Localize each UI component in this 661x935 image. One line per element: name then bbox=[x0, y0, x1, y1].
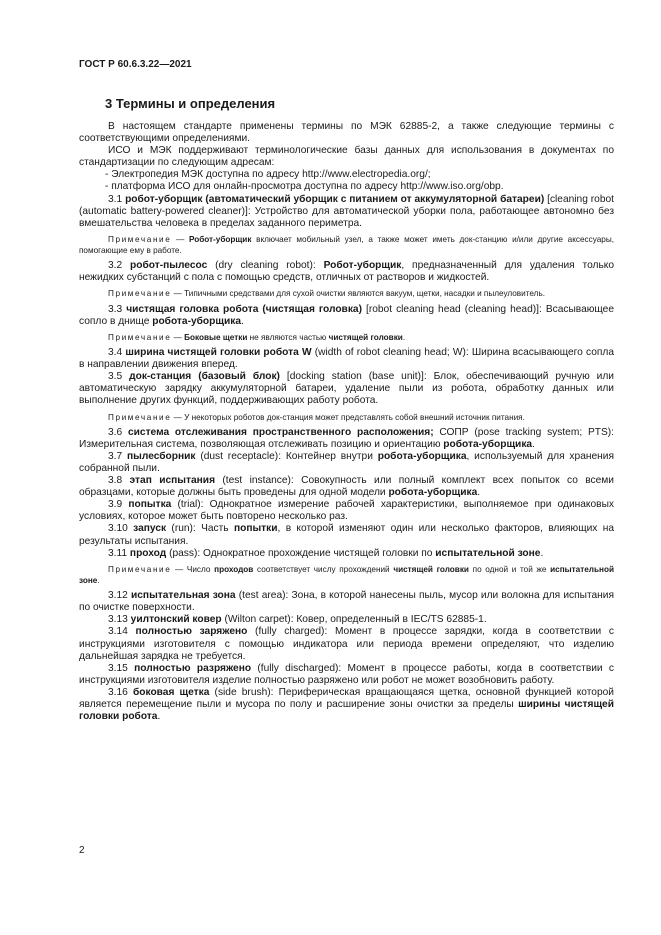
term-name: проход bbox=[129, 547, 167, 559]
term-name: этап испытания bbox=[129, 475, 216, 487]
intro-paragraph: В настоящем стандарте применены термины по МЭК 62885-2, а также следующие термины с соответствующими определениями. bbox=[79, 121, 614, 145]
note-label: Примечание bbox=[108, 289, 172, 299]
term-number: 3.5 bbox=[108, 371, 123, 383]
term-number: 3.14 bbox=[108, 626, 128, 638]
term-entry: 3.7 пылесборник (dust receptacle): Контейнер внутри робота-уборщика, используемый для хранения собранной пыли. bbox=[79, 450, 614, 474]
intro-paragraph: ИСО и МЭК поддерживают терминологические базы данных для использования в документах по стандартизации по следующим адресам: bbox=[79, 145, 614, 169]
term-entry bbox=[79, 194, 614, 230]
term-number: 3.9 bbox=[108, 499, 123, 511]
term-entry: 3.10 запуск (run): Часть попытки, в которой изменяют один или несколько факторов, влияющих на результаты испытания. bbox=[79, 523, 614, 547]
list-item: - платформа ИСО для онлайн-просмотра доступна по адресу http://www.iso.org/obp. bbox=[105, 181, 504, 193]
term-entry: 3.15 полностью разряжено (fully discharged): Момент в процессе работы, когда в соответствии с инструкциями изготовителя изделие полностью разряжено или робот не может возобновить работу. bbox=[79, 662, 614, 686]
term-name: ширина чистящей головки робота W bbox=[125, 347, 312, 359]
note: Примечание — У некоторых роботов док-станция может представлять собой внешний источник питания. bbox=[108, 412, 525, 422]
term-entry: 3.4 ширина чистящей головки робота W (width of robot cleaning head; W): Ширина всасывающего сопла в направлении движения вперед. bbox=[79, 347, 615, 371]
term-name: система отслеживания пространственного расположения; bbox=[127, 426, 434, 438]
term-number: 3.15 bbox=[108, 662, 128, 674]
term-number: 3.2 bbox=[108, 260, 123, 272]
term-entry: 3.14 полностью заряжено (fully charged): Момент в процессе зарядки, когда в соответствии с инструкциями изготовителя с помощью индикатора или периода времени определяют, что изделию дальнейшая зарядка не требуется. bbox=[79, 626, 614, 662]
term-number: 3.7 bbox=[108, 450, 123, 462]
term-entry: 3.3 чистящая головка робота (чистящая головка) [robot cleaning head (cleaning head)]: Всасывающее сопло в днище робота-уборщика. bbox=[79, 303, 614, 327]
term-name: испытательная зона bbox=[131, 590, 236, 602]
note-label: Примечание bbox=[108, 234, 172, 244]
term-entry: 3.11 проход (pass): Однократное прохождение чистящей головки по испытательной зоне. bbox=[108, 547, 544, 559]
term-entry: 3.12 испытательная зона (test area): Зона, в которой нанесены пыль, мусор или волокна для испытания по очистке поверхности. bbox=[79, 590, 614, 614]
term-number: 3.3 bbox=[108, 303, 123, 315]
page-number: 2 bbox=[79, 845, 85, 856]
term-number: 3.8 bbox=[108, 475, 123, 487]
term-name: чистящая головка робота (чистящая головка) bbox=[126, 303, 362, 315]
term-name: робот-пылесос bbox=[130, 260, 208, 272]
term-entry: 3.5 док-станция (базовый блок) [docking station (base unit)]: Блок, обеспечивающий ручную или автоматическую зарядку аккумуляторной батареи, удаление пыли из робота, обработку данных или выполнение других функций, поддерживающих работу робота. bbox=[79, 371, 614, 407]
term-name: полностью разряжено bbox=[134, 662, 252, 674]
term-entry: 3.8 этап испытания (test instance): Совокупность или полный комплект всех попыток со всеми образцами, которые должны быть проведены для одной модели робота-уборщика. bbox=[79, 475, 614, 499]
term-number: 3.16 bbox=[108, 686, 128, 698]
term-entry: 3.2 робот-пылесос (dry cleaning robot): Робот-уборщик, предназначенный для удаления только нежидких субстанций с пола с помощью средств, отличных от растворов и жидкостей. bbox=[79, 260, 615, 284]
term-number: 3.12 bbox=[108, 590, 128, 602]
section-title: 3 Термины и определения bbox=[105, 96, 276, 111]
term-name: док-станция (базовый блок) bbox=[129, 371, 280, 383]
note-label: Примечание bbox=[108, 564, 172, 574]
term-entry: 3.16 боковая щетка (side brush): Периферическая вращающаяся щетка, основной функцией которой является перемещение пыли и мусора по полу и расширение зоны очистки за пределы ширины чистящей головки робота. bbox=[79, 686, 614, 723]
note-label: Примечание bbox=[108, 332, 172, 342]
term-number: 3.1 bbox=[108, 193, 123, 205]
note: Примечание — Типичными средствами для сухой очистки являются вакуум, щетки, насадки и пылеуловитель. bbox=[108, 289, 545, 299]
term-definition: [cleaning robot (automatic battery-powered cleaner)]: Устройство для автоматической уборки пола, работающее автономно без вмешательства человека в пределах заданного периметра. bbox=[79, 193, 614, 229]
term-number: 3.13 bbox=[108, 614, 128, 626]
term-name: боковая щетка bbox=[132, 686, 210, 698]
term-entry: 3.6 система отслеживания пространственного расположения; СОПР (pose tracking system; PTS): Измерительная система, позволяющая отслеживать позицию и ориентацию робота-уборщика. bbox=[79, 426, 614, 450]
term-number: 3.4 bbox=[108, 347, 123, 359]
term-name: пылесборник bbox=[127, 450, 196, 462]
note: Примечание — Боковые щетки не являются частью чистящей головки. bbox=[108, 332, 406, 342]
term-name: попытка bbox=[128, 499, 172, 511]
document-body bbox=[79, 96, 614, 723]
term-name: запуск bbox=[133, 523, 167, 535]
term-name: робот-уборщик (автоматический уборщик с питанием от аккумуляторной батареи) bbox=[125, 193, 545, 205]
note-label: Примечание bbox=[108, 412, 172, 422]
term-name: полностью заряжено bbox=[135, 626, 248, 638]
term-number: 3.11 bbox=[108, 547, 128, 559]
note: Примечание — Число проходов соответствует числу прохождений чистящей головки по одной и той же испытательной зоне. bbox=[79, 564, 615, 585]
term-number: 3.6 bbox=[108, 426, 123, 438]
term-entry: 3.13 уилтонский ковер (Wilton carpet): Ковер, определенный в IEC/TS 62885-1. bbox=[108, 614, 487, 626]
term-entry: 3.9 попытка (trial): Однократное измерение рабочей характеристики, выполняемое при одинаковых условиях, которое может быть повторено несколько раз. bbox=[79, 499, 614, 523]
term-number: 3.10 bbox=[108, 523, 128, 535]
term-name: уилтонский ковер bbox=[130, 614, 222, 626]
standard-id: ГОСТ Р 60.6.3.22—2021 bbox=[79, 59, 192, 70]
list-item: - Электропедия МЭК доступна по адресу http://www.electropedia.org/; bbox=[105, 169, 431, 181]
note: Примечание — Робот-уборщик включает мобильный узел, а также может иметь док-станцию и/или другие аксессуары, помогающие ему в работе. bbox=[79, 234, 614, 256]
